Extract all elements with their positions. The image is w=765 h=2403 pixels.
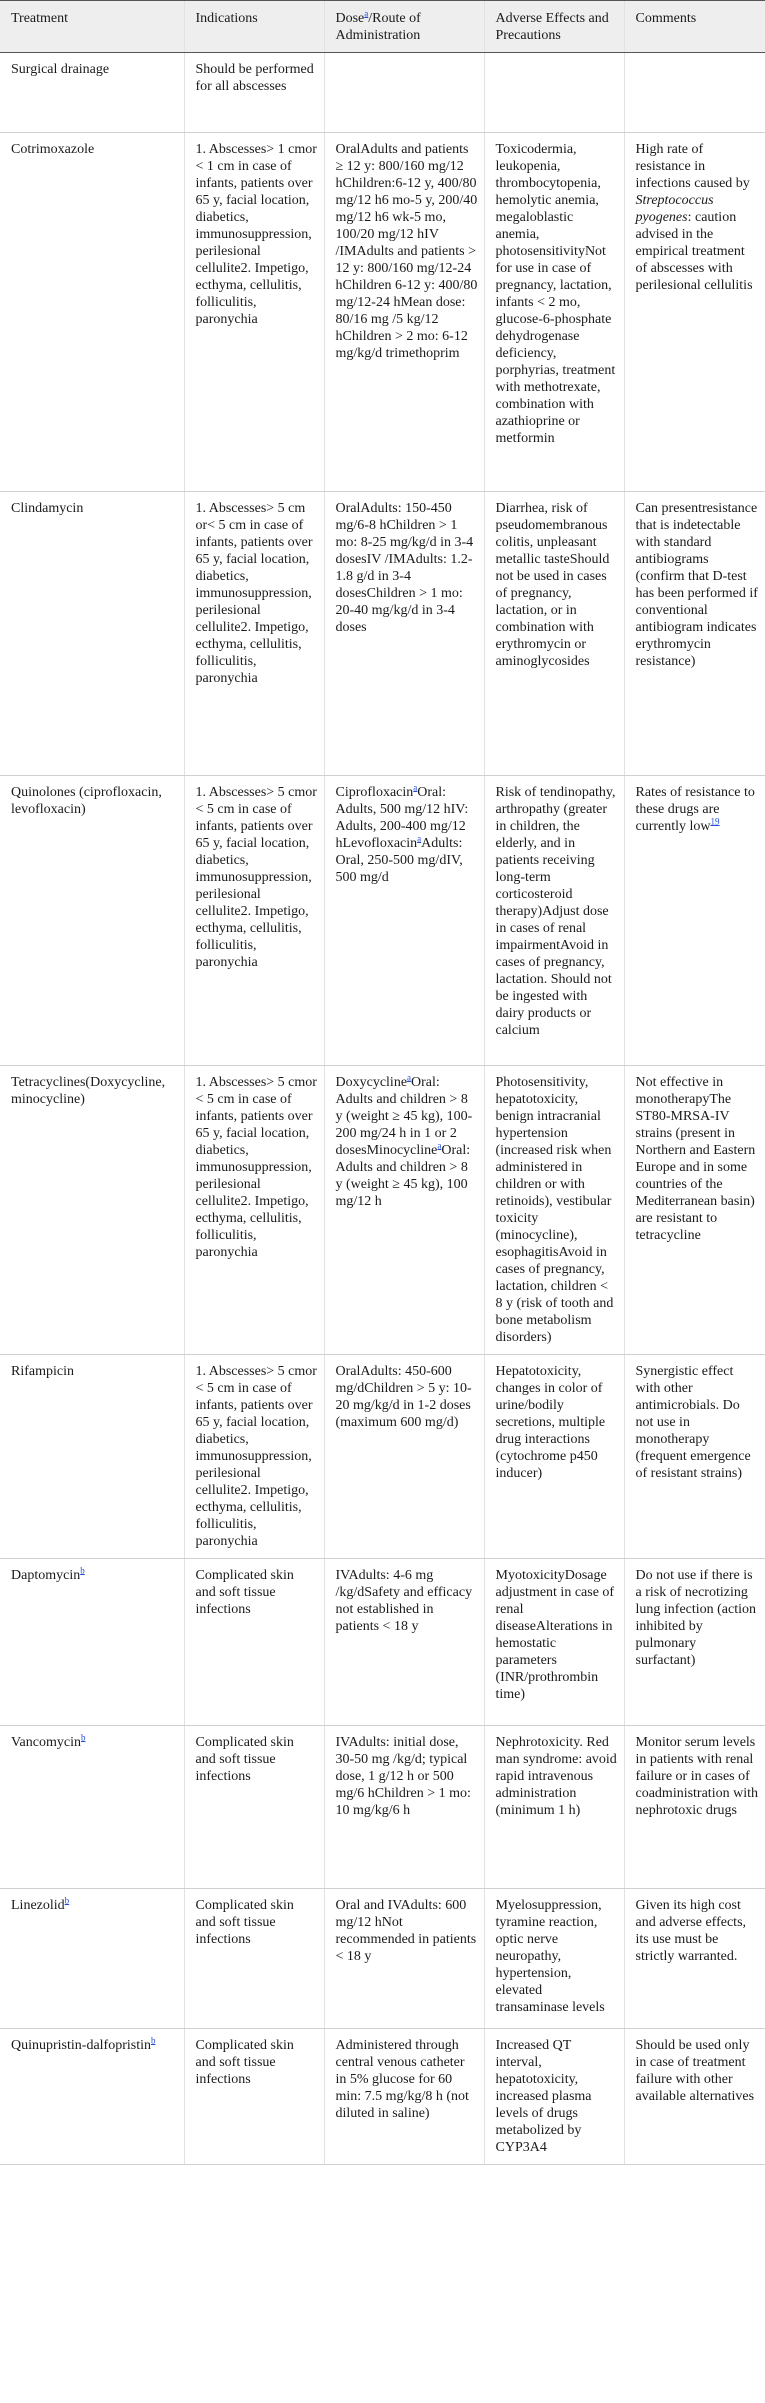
cell-comments: Monitor serum levels in patients with renal failure or in cases of coadministration with nephrotoxic drugs <box>624 1726 765 1889</box>
cell-indications: Complicated skin and soft tissue infections <box>184 1889 324 2029</box>
cell-indications: 1. Abscesses> 5 cmor < 5 cm in case of infants, patients over 65 y, facial location, diabetics, immunosuppression, perilesional cellulite2. Impetigo, ecthyma, cellulitis, folliculitis, paronychia <box>184 1355 324 1559</box>
table-row <box>0 776 765 1066</box>
header-indications: Indications <box>184 1 324 53</box>
header-adverse-effects: Adverse Effects and Precautions <box>484 1 624 53</box>
cell-adverse: Toxicodermia, leukopenia, thrombocytopenia, hemolytic anemia, megaloblastic anemia, photosensitivityNot for use in case of pregnancy, lactation, infants < 2 mo, glucose-6-phosphate dehydrogenase deficiency, porphyrias, treatment with methotrexate, combination with azathioprine or metformin <box>484 133 624 492</box>
header-comments: Comments <box>624 1 765 53</box>
cell-treatment: Rifampicin <box>0 1355 184 1559</box>
cell-adverse: Myelosuppression, tyramine reaction, optic nerve neuropathy, hypertension, elevated transaminase levels <box>484 1889 624 2029</box>
cell-comments: Do not use if there is a risk of necrotizing lung infection (action inhibited by pulmonary surfactant) <box>624 1559 765 1726</box>
cell-indications: Should be performed for all abscesses <box>184 53 324 133</box>
cell-comments: Rates of resistance to these drugs are currently low$^{19}$ <box>624 776 765 1066</box>
header-treatment: Treatment <box>0 1 184 53</box>
cell-treatment: Cotrimoxazole <box>0 133 184 492</box>
footnote-a-link[interactable]: a <box>413 782 418 793</box>
cell-dose: Oral and IVAdults: 600 mg/12 hNot recommended in patients < 18 y <box>324 1889 484 2029</box>
table-row <box>0 1726 765 1889</box>
table-row <box>0 1355 765 1559</box>
footnote-a-link[interactable]: a <box>417 833 422 844</box>
organism-name: Streptococcus pyogenes <box>635 193 714 225</box>
cell-treatment: Tetracyclines(Doxycycline, minocycline) <box>0 1066 184 1355</box>
cell-treatment: Vancomycin$^b$ <box>0 1726 184 1889</box>
cell-adverse: MyotoxicityDosage adjustment in case of renal diseaseAlterations in hemostatic parameters (INR/prothrombin time) <box>484 1559 624 1726</box>
cell-comments: Should be used only in case of treatment failure with other available alternatives <box>624 2029 765 2165</box>
table-row <box>0 492 765 776</box>
cell-dose: OralAdults and patients ≥ 12 y: 800/160 mg/12 hChildren:6-12 y, 400/80 mg/12 h6 mo-5 y, 200/40 mg/12 h6 wk-5 mo, 100/20 mg/12 hIV /IMAdults and patients > 12 y: 800/160 mg/12-24 hChildren 6-12 y: 400/80 mg/12-24 hMean dose: 80/16 mg /5 kg/12 hChildren > 2 mo: 6-12 mg/kg/d trimethoprim <box>324 133 484 492</box>
footnote-a-link[interactable]: a <box>437 1140 442 1151</box>
cell-dose: Doxycycline$^a$Oral: Adults and children > 8 y (weight ≥ 45 kg), 100-200 mg/24 h in 1 or 2 dosesMinocycline$^a$Oral: Adults and children > 8 y (weight ≥ 45 kg), 100 mg/12 h <box>324 1066 484 1355</box>
reference-link[interactable]: 19 <box>710 816 720 827</box>
cell-indications: 1. Abscesses> 5 cm or< 5 cm in case of infants, patients over 65 y, facial location, diabetics, immunosuppression, perilesional cellulite2. Impetigo, ecthyma, cellulitis, folliculitis, paronychia <box>184 492 324 776</box>
cell-dose: OralAdults: 150-450 mg/6-8 hChildren > 1 mo: 8-25 mg/kg/d in 3-4 dosesIV /IMAdults: 1.2-1.8 g/d in 3-4 dosesChildren > 1 mo: 20-40 mg/kg/d in 3-4 doses <box>324 492 484 776</box>
cell-indications: 1. Abscesses> 5 cmor < 5 cm in case of infants, patients over 65 y, facial location, diabetics, immunosuppression, perilesional cellulite2. Impetigo, ecthyma, cellulitis, folliculitis, paronychia <box>184 1066 324 1355</box>
table-row <box>0 53 765 133</box>
cell-indications: 1. Abscesses> 1 cmor < 1 cm in case of infants, patients over 65 y, facial location, diabetics, immunosuppression, perilesional cellulite2. Impetigo, ecthyma, cellulitis, folliculitis, paronychia <box>184 133 324 492</box>
footnote-a-link[interactable]: a <box>407 1072 412 1083</box>
cell-comments: High rate of resistance in infections caused by Streptococcus pyogenes: caution advised in the empirical treatment of abscesses with perilesional cellulitis <box>624 133 765 492</box>
cell-dose: IVAdults: 4-6 mg /kg/dSafety and efficacy not established in patients < 18 y <box>324 1559 484 1726</box>
cell-indications: Complicated skin and soft tissue infections <box>184 2029 324 2165</box>
cell-comments: Given its high cost and adverse effects, its use must be strictly warranted. <box>624 1889 765 2029</box>
footnote-a-link[interactable]: a <box>364 8 369 19</box>
cell-dose <box>324 53 484 133</box>
table-row <box>0 2029 765 2165</box>
cell-dose: Administered through central venous catheter in 5% glucose for 60 min: 7.5 mg/kg/8 h (not diluted in saline) <box>324 2029 484 2165</box>
footnote-b-link[interactable]: b <box>80 1565 85 1576</box>
cell-dose: Ciprofloxacin$^a$Oral: Adults, 500 mg/12 hIV: Adults, 200-400 mg/12 hLevofloxacin$^a$Adults: Oral, 250-500 mg/dIV, 500 mg/d <box>324 776 484 1066</box>
table-row <box>0 1066 765 1355</box>
header-row <box>0 1 765 53</box>
cell-comments: Synergistic effect with other antimicrobials. Do not use in monotherapy (frequent emergence of resistant strains) <box>624 1355 765 1559</box>
table-row <box>0 1559 765 1726</box>
cell-adverse: Risk of tendinopathy, arthropathy (greater in children, the elderly, and in patients receiving long-term corticosteroid therapy)Adjust dose in cases of renal impairmentAvoid in cases of pregnancy, lactation. Should not be ingested with dairy products or calcium <box>484 776 624 1066</box>
cell-dose: IVAdults: initial dose, 30-50 mg /kg/d; typical dose, 1 g/12 h or 500 mg/6 hChildren > 1 mo: 10 mg/kg/6 h <box>324 1726 484 1889</box>
footnote-b-link[interactable]: b <box>151 2035 156 2046</box>
cell-adverse <box>484 53 624 133</box>
cell-indications: Complicated skin and soft tissue infections <box>184 1726 324 1889</box>
cell-treatment: Clindamycin <box>0 492 184 776</box>
cell-dose: OralAdults: 450-600 mg/dChildren > 5 y: 10-20 mg/kg/d in 1-2 doses (maximum 600 mg/d) <box>324 1355 484 1559</box>
cell-comments: Can presentresistance that is indetectable with standard antibiograms (confirm that D-test has been performed if conventional antibiogram indicates erythromycin resistance) <box>624 492 765 776</box>
cell-adverse: Nephrotoxicity. Red man syndrome: avoid rapid intravenous administration (minimum 1 h) <box>484 1726 624 1889</box>
cell-adverse: Increased QT interval, hepatotoxicity, increased plasma levels of drugs metabolized by CYP3A4 <box>484 2029 624 2165</box>
cell-treatment: Daptomycin$^b$ <box>0 1559 184 1726</box>
cell-adverse: Diarrhea, risk of pseudomembranous colitis, unpleasant metallic tasteShould not be used in cases of pregnancy, lactation, or in combination with erythromycin or aminoglycosides <box>484 492 624 776</box>
cell-treatment: Quinupristin-dalfopristin$^b$ <box>0 2029 184 2165</box>
table-row <box>0 1889 765 2029</box>
footnote-b-link[interactable]: b <box>64 1895 70 1906</box>
cell-indications: Complicated skin and soft tissue infections <box>184 1559 324 1726</box>
header-dose: Dose$^a$/Route of Administration <box>324 1 484 53</box>
cell-indications: 1. Abscesses> 5 cmor < 5 cm in case of infants, patients over 65 y, facial location, diabetics, immunosuppression, perilesional cellulite2. Impetigo, ecthyma, cellulitis, folliculitis, paronychia <box>184 776 324 1066</box>
footnote-b-link[interactable]: b <box>80 1732 86 1743</box>
cell-treatment: Linezolid$^b$ <box>0 1889 184 2029</box>
cell-treatment: Surgical drainage <box>0 53 184 133</box>
cell-comments <box>624 53 765 133</box>
cell-adverse: Hepatotoxicity, changes in color of urine/bodily secretions, multiple drug interactions (cytochrome p450 inducer) <box>484 1355 624 1559</box>
cell-treatment: Quinolones (ciprofloxacin, levofloxacin) <box>0 776 184 1066</box>
cell-adverse: Photosensitivity, hepatotoxicity, benign intracranial hypertension (increased risk when administered in children or with retinoids), vestibular toxicity (minocycline), esophagitisAvoid in cases of pregnancy, lactation, children < 8 y (risk of tooth and bone metabolism disorders) <box>484 1066 624 1355</box>
cell-comments: Not effective in monotherapyThe ST80-MRSA-IV strains (present in Northern and Eastern Europe and in some countries of the Mediterranean basin) are resistant to tetracycline <box>624 1066 765 1355</box>
table-row <box>0 133 765 492</box>
